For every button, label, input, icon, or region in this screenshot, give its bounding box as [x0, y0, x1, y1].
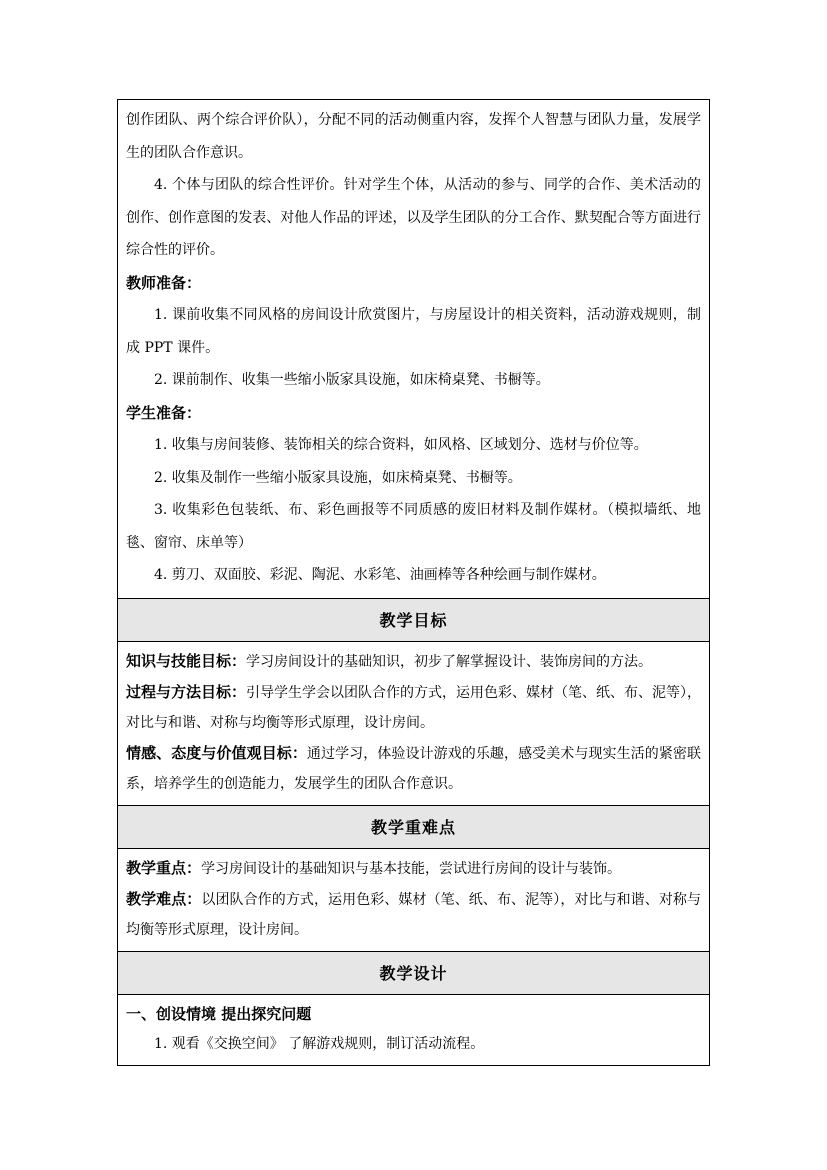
- key-point-item: [126, 853, 701, 884]
- goals-heading: 教学目标: [379, 611, 448, 630]
- key-point-text: 学习房间设计的基础知识与基本技能，尝试进行房间的设计与装饰。: [201, 860, 622, 877]
- goals-heading-row: [118, 598, 710, 641]
- goal-text: 引导学生学会以团队合作的方式，运用色彩、媒材（笔、纸、布、泥等），对比与和谐、对称与均衡等形式原理，设计房间。: [126, 684, 702, 731]
- goal-label: 过程与方法目标：: [126, 682, 247, 701]
- difficult-point-label: 教学难点：: [126, 889, 202, 908]
- design-section-title: 一、创设情境 提出探究问题: [126, 1004, 312, 1023]
- design-heading-cell: [118, 951, 710, 994]
- difficulties-cell: [118, 848, 710, 951]
- design-row: [118, 994, 710, 1065]
- student-prep-item: 1. 收集与房间装修、装饰相关的综合资料，如风格、区域划分、选材与价位等。: [154, 437, 648, 453]
- goals-cell: [118, 641, 710, 805]
- design-heading: 教学设计: [379, 964, 448, 983]
- teacher-prep-item: 1. 课前收集不同风格的房间设计欣赏图片，与房屋设计的相关资料，活动游戏规则，制成 PPT 课件。: [126, 307, 701, 356]
- teacher-prep-heading: 教师准备：: [126, 273, 202, 292]
- difficulties-row: [118, 848, 710, 951]
- goal-item-process: [126, 677, 701, 738]
- difficult-point-item: [126, 884, 701, 945]
- design-item: 1. 观看《交换空间》 了解游戏规则，制订活动流程。: [154, 1035, 485, 1052]
- student-prep-item: 4. 剪刀、双面胶、彩泥、陶泥、水彩笔、油画棒等各种绘画与制作媒材。: [154, 567, 606, 583]
- preparation-cell: [118, 100, 710, 599]
- key-point-label: 教学重点：: [126, 858, 202, 877]
- teacher-prep-item: 2. 课前制作、收集一些缩小版家具设施，如床椅桌凳、书橱等。: [154, 372, 550, 388]
- design-cell: [118, 994, 710, 1065]
- difficulties-heading-cell: [118, 805, 710, 848]
- goals-row: [118, 641, 710, 805]
- lesson-plan-table: [117, 99, 710, 1066]
- paragraph-evaluation: 4. 个体与团队的综合性评价。针对学生个体，从活动的参与、同学的合作、美术活动的创作、创作意图的发表、对他人作品的评述，以及学生团队的分工合作、默契配合等方面进行综合性的评价。: [126, 177, 701, 258]
- student-prep-heading: 学生准备：: [126, 403, 202, 422]
- goal-item-knowledge: [126, 646, 701, 677]
- preparation-row: [118, 100, 710, 599]
- student-prep-item: 3. 收集彩色包装纸、布、彩色画报等不同质感的废旧材料及制作媒材。（模拟墙纸、地毯、窗帘、床单等）: [126, 502, 701, 551]
- goal-text: 通过学习，体验设计游戏的乐趣，感受美术与现实生活的紧密联系，培养学生的创造能力，发展学生的团队合作意识。: [126, 745, 701, 792]
- design-heading-row: [118, 951, 710, 994]
- goals-heading-cell: [118, 598, 710, 641]
- goal-text: 学习房间设计的基础知识，初步了解掌握设计、装饰房间的方法。: [246, 653, 653, 670]
- goal-label: 知识与技能目标：: [126, 651, 247, 670]
- difficult-point-text: 以团队合作的方式，运用色彩、媒材（笔、纸、布、泥等），对比与和谐、对称与均衡等形式原理，设计房间。: [126, 891, 701, 938]
- goal-item-attitude: [126, 738, 701, 799]
- difficulties-heading-row: [118, 805, 710, 848]
- difficulties-heading: 教学重难点: [370, 818, 456, 837]
- goal-label: 情感、态度与价值观目标：: [126, 743, 307, 762]
- student-prep-item: 2. 收集及制作一些缩小版家具设施，如床椅桌凳、书橱等。: [154, 469, 522, 486]
- paragraph-team-roles: 创作团队、两个综合评价队），分配不同的活动侧重内容，发挥个人智慧与团队力量，发展学生的团队合作意识。: [126, 112, 701, 161]
